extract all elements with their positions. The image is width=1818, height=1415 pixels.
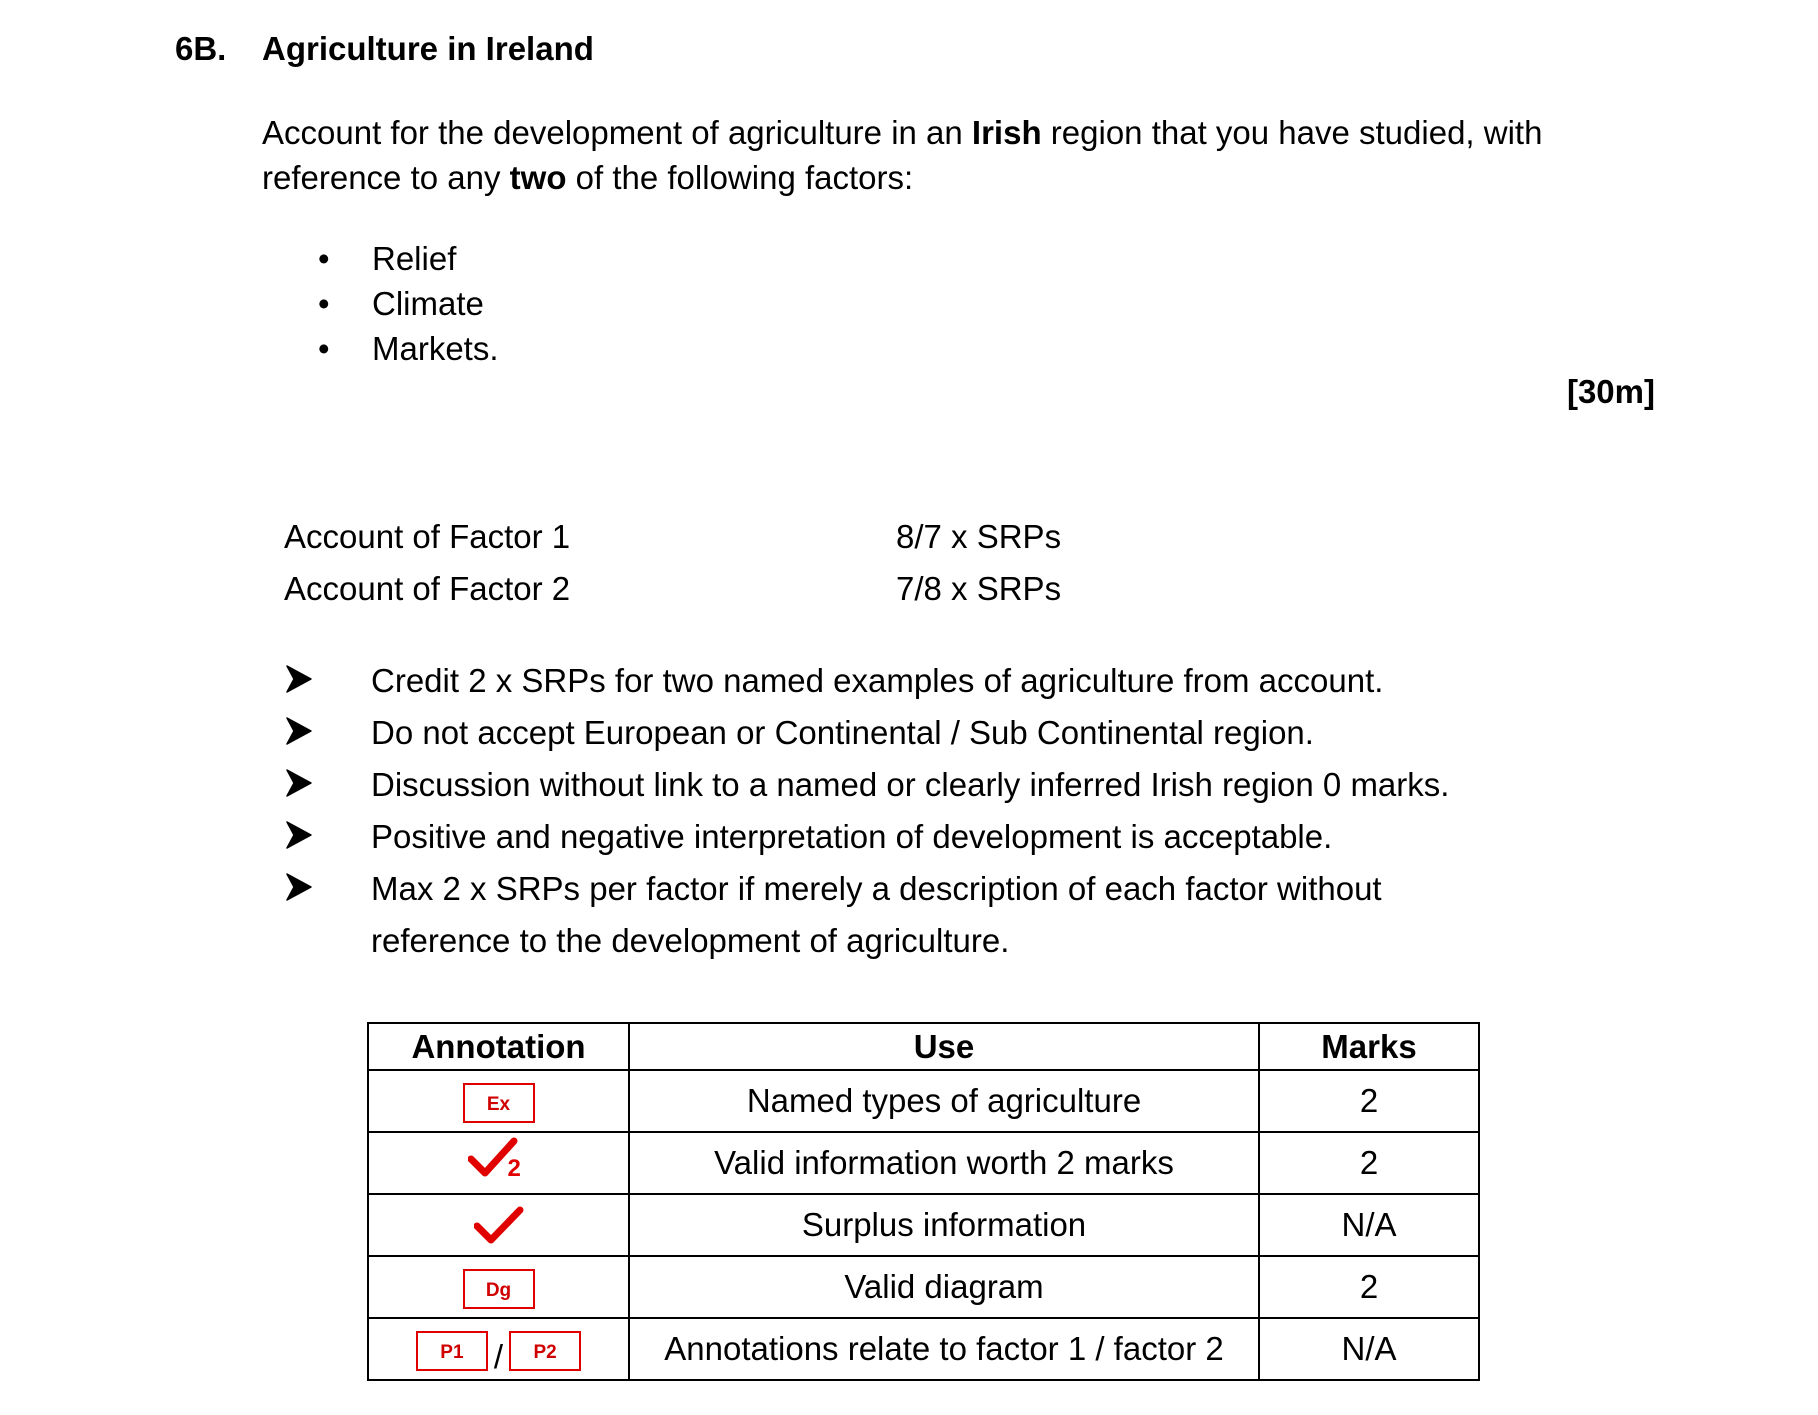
arrowhead-bullet-icon bbox=[285, 664, 313, 694]
factor-label: Markets. bbox=[372, 330, 499, 367]
note-text: Discussion without link to a named or clearly inferred Irish region 0 marks. bbox=[371, 766, 1450, 803]
arrowhead-bullet-icon bbox=[285, 768, 313, 798]
column-header: Use bbox=[629, 1023, 1259, 1070]
scheme-label-2: Account of Factor 2 bbox=[284, 570, 571, 607]
annotation-cell bbox=[368, 1256, 629, 1318]
factor-label: Climate bbox=[372, 285, 484, 322]
annotation-cell bbox=[368, 1132, 629, 1194]
bullet-icon: • bbox=[318, 285, 330, 322]
intro-text: of the following factors: bbox=[566, 159, 914, 196]
note-text: Do not accept European or Continental / Sub Continental region. bbox=[371, 714, 1314, 751]
total-marks: [30m] bbox=[1566, 373, 1655, 410]
annotation-cell bbox=[368, 1194, 629, 1256]
marks-cell: N/A bbox=[1259, 1318, 1479, 1380]
tick-with-2-icon bbox=[468, 1135, 530, 1183]
note-text: Max 2 x SRPs per factor if merely a description of each factor without bbox=[371, 870, 1382, 907]
use-cell: Named types of agriculture bbox=[629, 1070, 1259, 1132]
scheme-label-1: Account of Factor 1 bbox=[284, 518, 571, 555]
separator-slash: / bbox=[493, 1337, 504, 1375]
table-header-row bbox=[368, 1023, 1479, 1070]
scheme-value-1: 8/7 x SRPs bbox=[896, 518, 1062, 555]
ex-stamp: Ex bbox=[463, 1083, 535, 1123]
p2-stamp: P2 bbox=[509, 1331, 581, 1371]
tick-icon bbox=[474, 1206, 524, 1246]
bullet-icon: • bbox=[318, 330, 330, 367]
column-header: Annotation bbox=[368, 1023, 629, 1070]
annotation-cell bbox=[368, 1318, 629, 1380]
arrowhead-bullet-icon bbox=[285, 872, 313, 902]
use-cell: Surplus information bbox=[629, 1194, 1259, 1256]
column-header: Marks bbox=[1259, 1023, 1479, 1070]
annotation-table bbox=[367, 1022, 1480, 1381]
factor-label: Relief bbox=[372, 240, 457, 277]
table-row bbox=[368, 1194, 1479, 1256]
use-cell: Annotations relate to factor 1 / factor 2 bbox=[629, 1318, 1259, 1380]
question-title: Agriculture in Ireland bbox=[262, 30, 594, 67]
marks-cell: 2 bbox=[1259, 1256, 1479, 1318]
table-row bbox=[368, 1318, 1479, 1380]
note-text: reference to the development of agriculture. bbox=[371, 922, 1010, 959]
question-number: 6B. bbox=[175, 30, 227, 67]
dg-stamp: Dg bbox=[463, 1269, 535, 1309]
marks-cell: 2 bbox=[1259, 1132, 1479, 1194]
note-text: Credit 2 x SRPs for two named examples of agriculture from account. bbox=[371, 662, 1384, 699]
marks-cell: N/A bbox=[1259, 1194, 1479, 1256]
intro-text: region that you have studied, with reference to any bbox=[262, 114, 1543, 196]
p1-stamp: P1 bbox=[416, 1331, 488, 1371]
table-row bbox=[368, 1256, 1479, 1318]
question-text bbox=[262, 110, 1662, 200]
bullet-icon: • bbox=[318, 240, 330, 277]
marks-cell: 2 bbox=[1259, 1070, 1479, 1132]
intro-text: Account for the development of agriculture in an bbox=[262, 114, 972, 151]
annotation-cell bbox=[368, 1070, 629, 1132]
scheme-value-2: 7/8 x SRPs bbox=[896, 570, 1062, 607]
table-row bbox=[368, 1132, 1479, 1194]
note-text: Positive and negative interpretation of development is acceptable. bbox=[371, 818, 1333, 855]
arrowhead-bullet-icon bbox=[285, 820, 313, 850]
tick-subscript: 2 bbox=[507, 1155, 521, 1182]
table-row bbox=[368, 1070, 1479, 1132]
intro-bold-two: two bbox=[509, 159, 567, 196]
use-cell: Valid information worth 2 marks bbox=[629, 1132, 1259, 1194]
arrowhead-bullet-icon bbox=[285, 716, 313, 746]
use-cell: Valid diagram bbox=[629, 1256, 1259, 1318]
intro-bold-irish: Irish bbox=[971, 114, 1042, 151]
